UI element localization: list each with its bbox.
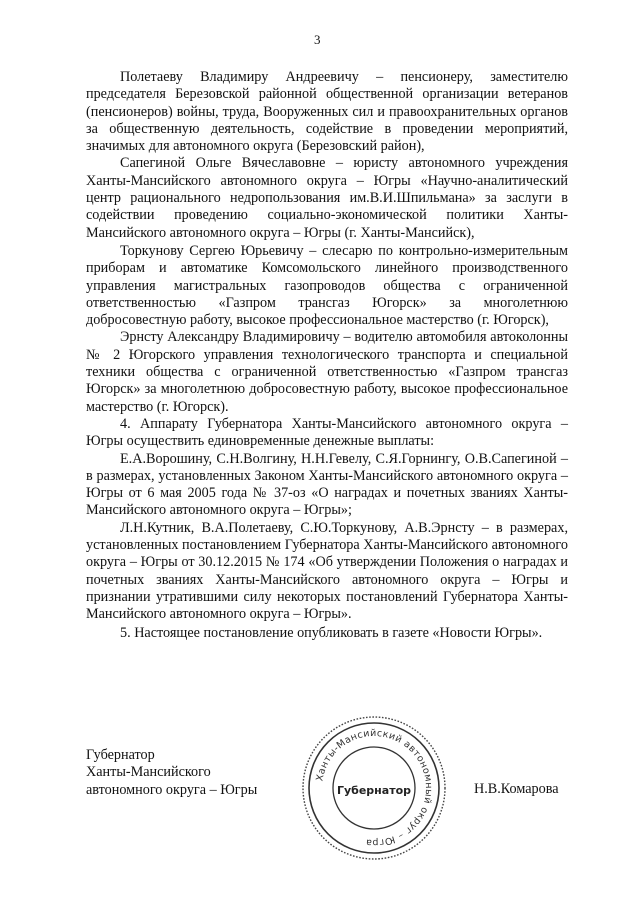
document-body <box>86 69 568 642</box>
signature-position <box>86 747 257 799</box>
seal-center-text: Губернатор <box>336 784 412 797</box>
signatory-name: Н.В.Комарова <box>474 781 559 797</box>
paragraph-item-4: 4. Аппарату Губернатора Ханты-Мансийского автономного округа – Югры осуществить единовременные денежные выплаты: <box>86 415 568 450</box>
paragraph-payments-decree: Л.Н.Кутник, В.А.Полетаеву, С.Ю.Торкунову, А.В.Эрнсту – в размерах, установленных постановлением Губернатора Ханты-Мансийского автономного округа – Югры от 30.12.2015 № 174 «Об утверждении Положения о наградах и почетных званиях Ханты-Мансийского автономного округа – Югры и признании утратившими силу некоторых постановлений Губернатора Ханты-Мансийского автономного округа – Югры». <box>86 519 568 623</box>
signature-position-line: Губернатор <box>86 747 155 763</box>
signature-position-line: Ханты-Мансийского <box>86 764 211 781</box>
official-seal <box>298 712 450 864</box>
paragraph-item-5: 5. Настоящее постановление опубликовать в газете «Новости Югры». <box>120 624 543 641</box>
paragraph-sapegina: Сапегиной Ольге Вячеславовне – юристу автономного учреждения Ханты-Мансийского автономного округа – Югры «Научно-аналитический центр рационального недропользования им.В.И.Шпильмана» за заслуги в содействии проведению социально-экономической политики Ханты-Мансийского автономного округа – Югры (г. Ханты-Мансийск), <box>86 155 568 241</box>
paragraph-ernst: Эрнсту Александру Владимировичу – водителю автомобиля автоколонны № 2 Югорского управления технологического транспорта и специальной техники общества с ограниченной ответственностью «Газпром трансгаз Югорск» за многолетнюю добросовестную работу, высокое профессиональное мастерство (г. Югорск). <box>86 329 568 415</box>
paragraph-poletaev: Полетаеву Владимиру Андреевичу – пенсионеру, заместителю председателя Березовской районной общественной организации ветеранов (пенсионеров) войны, труда, Вооруженных сил и правоохранительных органов за общественную деятельность, содействие в проведении мероприятий, значимых для автономного округа (Березовский район), <box>86 69 568 155</box>
page-number: 3 <box>314 32 321 47</box>
signature-position-line: автономного округа – Югры <box>86 781 258 798</box>
seal-ring-text: Ханты-Мансийский автономный округ – Югра <box>314 727 435 849</box>
paragraph-payments-law: Е.А.Ворошину, С.Н.Волгину, Н.Н.Гевелу, С.Я.Горнингу, О.В.Сапегиной – в размерах, установленных Законом Ханты-Мансийского автономного округа – Югры от 6 мая 2005 года № 37-оз «О наградах и почетных званиях Ханты-Мансийского автономного округа – Югры»; <box>86 450 568 519</box>
paragraph-torkunov: Торкунову Сергею Юрьевичу – слесарю по контрольно-измерительным приборам и автоматике Комсомольского линейного производственного управления магистральных газопроводов общества с ограниченной ответственностью «Газпром трансгаз Югорск» за многолетнюю добросовестную работу, высокое профессиональное мастерство (г. Югорск), <box>86 242 568 329</box>
